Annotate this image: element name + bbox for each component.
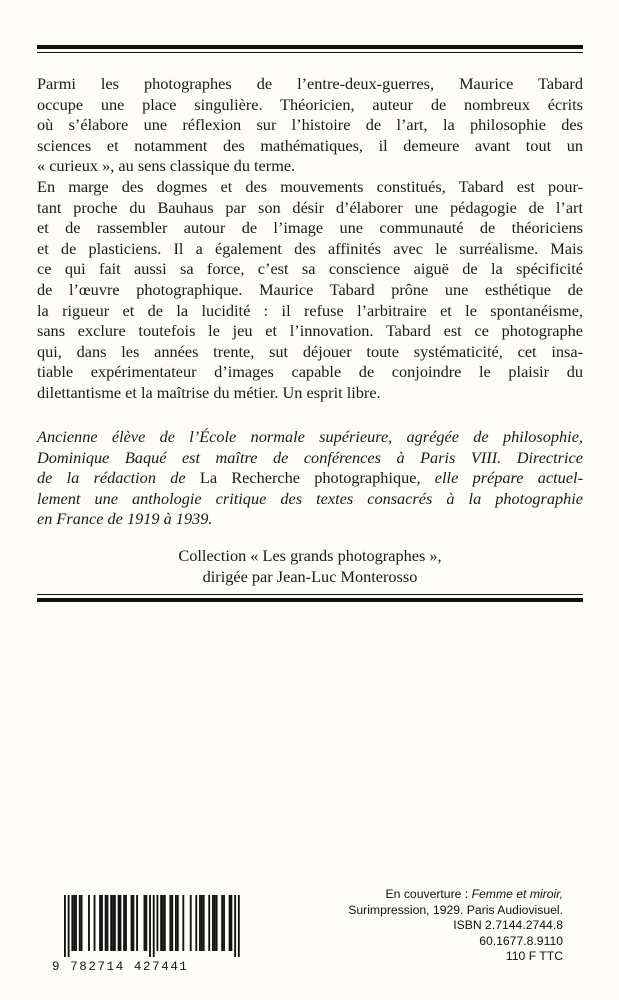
bottom-rule: [37, 594, 583, 602]
barcode-bar: [120, 895, 122, 951]
barcode-bar: [203, 895, 205, 951]
barcode-bar: [214, 895, 216, 951]
cover-detail: Surimpression, 1929. Paris Audiovisuel.: [348, 902, 563, 917]
barcode-bar: [114, 895, 116, 951]
barcode-bar: [190, 895, 192, 951]
barcode-bar: [164, 895, 166, 951]
barcode-bar: [112, 895, 114, 951]
barcode-bar: [101, 895, 103, 951]
barcode-bar: [118, 895, 120, 951]
text-line: occupe une place singulière. Théoricien, auteur de nombreux écrits: [37, 94, 583, 114]
barcode-bar: [149, 895, 151, 957]
barcode-bar: [64, 895, 66, 957]
barcode-bar: [195, 895, 197, 951]
barcode-bar: [136, 895, 138, 951]
text-line: qui, dans les années trente, sut déjouer toute systématicité, cet insa-: [37, 341, 583, 361]
bio-text-italic: , elle prépare actuel-: [416, 468, 583, 488]
barcode-bar: [73, 895, 75, 951]
barcode-bar: [79, 895, 81, 951]
journal-title: La Recherche photographique: [199, 468, 417, 488]
reference-code: 60.1677.8.9110: [479, 933, 563, 948]
barcode-bar: [221, 895, 223, 951]
text-line: En marge des dogmes et des mouvements constitués, Tabard est pour-: [37, 176, 583, 196]
cover-credit-line: [348, 887, 563, 903]
barcode-bar: [99, 895, 101, 951]
barcode-bar: [145, 895, 147, 951]
top-rule: [37, 45, 583, 53]
barcode-bar: [107, 895, 109, 951]
bio-line: lement une anthologie critique des textes consacrés à la photographie: [37, 488, 583, 508]
cover-label: En couverture :: [385, 887, 472, 901]
bio-line: [37, 468, 583, 489]
text-line: sans exclure toutefois le jeu et l’innovation. Tabard est ce photographe: [37, 321, 583, 341]
barcode-bar: [175, 895, 177, 951]
barcode-bar: [132, 895, 134, 951]
paragraph-1: [37, 74, 583, 177]
bio-text-italic: de la rédaction de: [37, 468, 200, 488]
text-line: tiable expérimentateur d’images capable de conjoindre le plaisir du: [37, 362, 583, 382]
text-line: et de plasticiens. Il a également des affinités avec le surréalisme. Mais: [37, 238, 583, 258]
bio-line: en France de 1919 à 1939.: [37, 509, 213, 529]
barcode-bar: [171, 895, 173, 951]
barcode-bar: [238, 895, 240, 957]
barcode-bar: [81, 895, 83, 951]
barcode-bar: [216, 895, 218, 951]
text-line: ce qui fait aussi sa force, c’est sa conscience aiguë de la spécificité: [37, 259, 583, 279]
collection-info: [37, 546, 583, 587]
text-line: dilettantisme et la maîtrise du métier. Un esprit libre.: [37, 382, 381, 402]
barcode-bar: [182, 895, 184, 951]
barcode-bar: [68, 895, 70, 957]
collection-name: Collection « Les grands photographes »,: [178, 546, 442, 565]
author-bio: [37, 427, 583, 530]
barcode-digits: 9 782714 427441: [52, 960, 189, 974]
barcode-bar: [199, 895, 201, 951]
barcode-bar: [157, 895, 159, 951]
collection-director: dirigée par Jean-Luc Monterosso: [202, 566, 418, 586]
barcode-bar: [208, 895, 210, 951]
barcode-bar: [177, 895, 179, 951]
barcode-bars: [52, 895, 242, 957]
barcode-bar: [88, 895, 90, 951]
barcode-bar: [160, 895, 162, 951]
barcode-bar: [123, 895, 125, 951]
barcode-bar: [162, 895, 164, 951]
bio-line: Ancienne élève de l’École normale supérieure, agrégée de philosophie,: [37, 427, 583, 446]
cover-title: Femme et miroir,: [471, 887, 563, 901]
back-cover-text: [37, 74, 583, 404]
barcode-bar: [71, 895, 73, 951]
text-line: « curieux », au sens classique du terme.: [37, 156, 296, 176]
barcode-bar: [144, 895, 146, 951]
barcode-bar: [223, 895, 225, 951]
isbn-barcode: [52, 895, 242, 974]
text-line: la rigueur et de la lucidité : il refuse l’arbitraire et le spontanéisme,: [37, 300, 583, 320]
barcode-bar: [131, 895, 133, 951]
text-line: sciences et notamment des mathématiques, il demeure avant tout un: [37, 135, 583, 155]
text-line: et de rassembler autour de l’image une communauté de théoriciens: [37, 218, 583, 238]
isbn-number: ISBN 2.7144.2744.8: [453, 918, 563, 933]
barcode-bar: [212, 895, 214, 951]
barcode-bar: [105, 895, 107, 951]
text-line: Parmi les photographes de l’entre-deux-guerres, Maurice Tabard: [37, 74, 583, 93]
cover-credits: [348, 887, 563, 965]
barcode-bar: [231, 895, 233, 951]
barcode-bar: [125, 895, 127, 951]
barcode-bar: [94, 895, 96, 951]
barcode-bar: [234, 895, 236, 957]
barcode-bar: [201, 895, 203, 951]
barcode-bar: [110, 895, 112, 951]
barcode-bar: [75, 895, 77, 951]
text-line: de l’œuvre photographique. Maurice Tabard prône une esthétique de: [37, 279, 583, 299]
text-line: tant proche du Bauhaus par son désir d’élaborer une pédagogie de l’art: [37, 197, 583, 217]
barcode-bar: [169, 895, 171, 951]
price: 110 F TTC: [505, 949, 563, 964]
bio-line: Dominique Baqué est maître de conférences à Paris VIII. Directrice: [37, 447, 583, 467]
paragraph-2: [37, 177, 583, 404]
barcode-bar: [153, 895, 155, 957]
text-line: où s’élabore une réflexion sur l’histoire de l’art, la philosophie des: [37, 115, 583, 135]
barcode-bar: [229, 895, 231, 951]
